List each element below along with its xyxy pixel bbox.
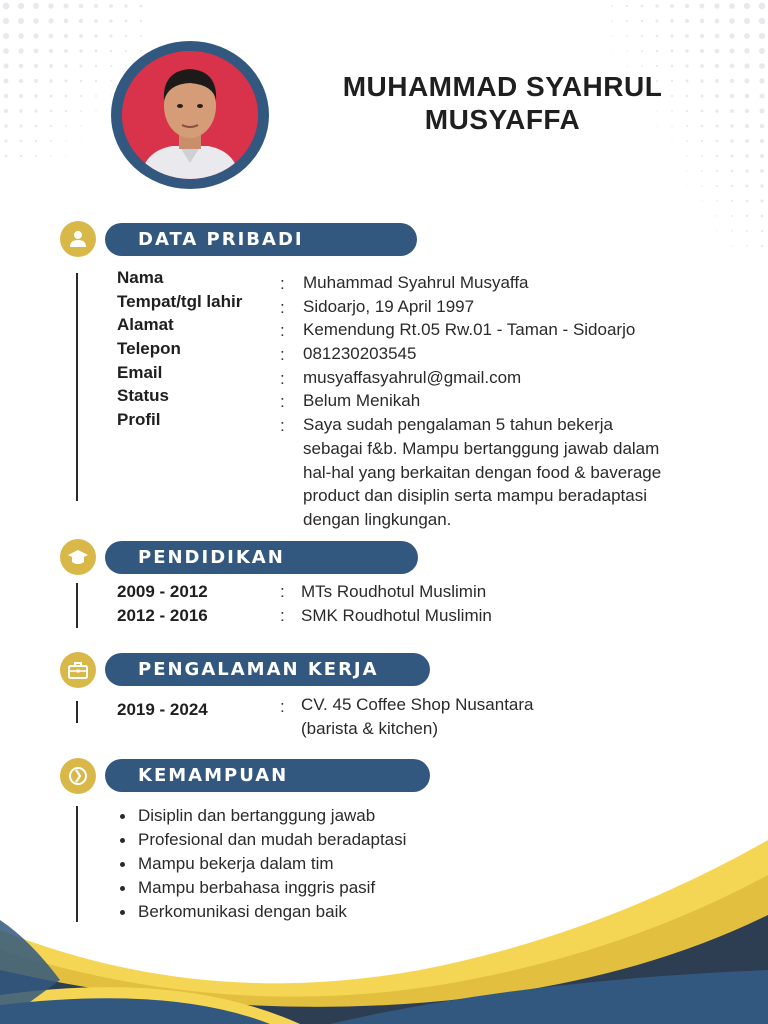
timeline-line xyxy=(76,583,78,628)
profile-photo xyxy=(122,51,258,179)
experience-years: 2019 - 2024 xyxy=(117,700,208,719)
info-label: Alamat xyxy=(117,315,174,334)
section-header-data-pribadi: DATA PRIBADI xyxy=(105,223,417,256)
info-colon: : xyxy=(280,369,285,388)
info-value: Kemendung Rt.05 Rw.01 - Taman - Sidoarjo xyxy=(303,320,636,339)
name-line-1: MUHAMMAD SYAHRUL xyxy=(342,71,663,102)
info-value: musyaffasyahrul@gmail.com xyxy=(303,368,522,387)
timeline-line xyxy=(76,273,78,501)
section-header-pendidikan: PENDIDIKAN xyxy=(105,541,418,574)
info-colon: : xyxy=(280,416,285,435)
section-header-pengalaman-kerja: PENGALAMAN KERJA xyxy=(105,653,430,686)
info-label: Tempat/tgl lahir xyxy=(117,292,243,311)
skill-item: Disiplin dan bertanggung jawab xyxy=(117,804,406,828)
full-name-heading xyxy=(300,70,705,136)
section-header-kemampuan: KEMAMPUAN xyxy=(105,759,430,792)
profile-line: sebagai f&b. Mampu bertanggung jawab dalam xyxy=(303,438,660,458)
info-label: Telepon xyxy=(117,339,181,358)
info-label: Status xyxy=(117,386,169,405)
profile-description xyxy=(303,413,661,532)
info-colon: : xyxy=(280,298,285,317)
info-value: Belum Menikah xyxy=(303,391,421,410)
profile-line: Saya sudah pengalaman 5 tahun bekerja xyxy=(303,415,614,434)
education-school: MTs Roudhotul Muslimin xyxy=(301,582,487,601)
decorative-waves xyxy=(0,820,768,1024)
info-label: Email xyxy=(117,363,163,382)
info-colon: : xyxy=(280,606,285,625)
education-years: 2012 - 2016 xyxy=(117,606,208,625)
timeline-line xyxy=(76,701,78,723)
user-icon xyxy=(60,221,96,257)
profile-line: product dan disiplin serta mampu beradaptasi xyxy=(303,486,647,506)
experience-company: CV. 45 Coffee Shop Nusantara xyxy=(301,695,534,714)
info-colon: : xyxy=(280,321,285,340)
skill-icon xyxy=(60,758,96,794)
profile-line: dengan lingkungan. xyxy=(303,510,452,530)
name-line-2: MUSYAFFA xyxy=(424,104,581,135)
info-colon: : xyxy=(280,582,285,601)
skill-item: Berkomunikasi dengan baik xyxy=(117,900,406,924)
info-colon: : xyxy=(280,274,285,293)
education-school: SMK Roudhotul Muslimin xyxy=(301,606,492,625)
skill-item: Mampu bekerja dalam tim xyxy=(117,852,406,876)
person-portrait xyxy=(122,51,258,179)
graduation-cap-icon xyxy=(60,539,96,575)
info-colon: : xyxy=(280,697,285,716)
info-colon: : xyxy=(280,392,285,411)
info-value: Sidoarjo, 19 April 1997 xyxy=(303,297,475,316)
skill-item: Profesional dan mudah beradaptasi xyxy=(117,828,406,852)
profile-line: hal-hal yang berkaitan dengan food & baverage xyxy=(303,462,662,482)
info-value: 081230203545 xyxy=(303,344,417,363)
briefcase-icon xyxy=(60,652,96,688)
info-colon: : xyxy=(280,345,285,364)
education-years: 2009 - 2012 xyxy=(117,582,208,601)
info-label: Profil xyxy=(117,410,161,429)
info-label: Nama xyxy=(117,268,164,287)
experience-role: (barista & kitchen) xyxy=(301,719,438,738)
profile-photo-frame xyxy=(111,41,269,189)
skill-item: Mampu berbahasa inggris pasif xyxy=(117,876,406,900)
info-value: Muhammad Syahrul Musyaffa xyxy=(303,273,529,292)
